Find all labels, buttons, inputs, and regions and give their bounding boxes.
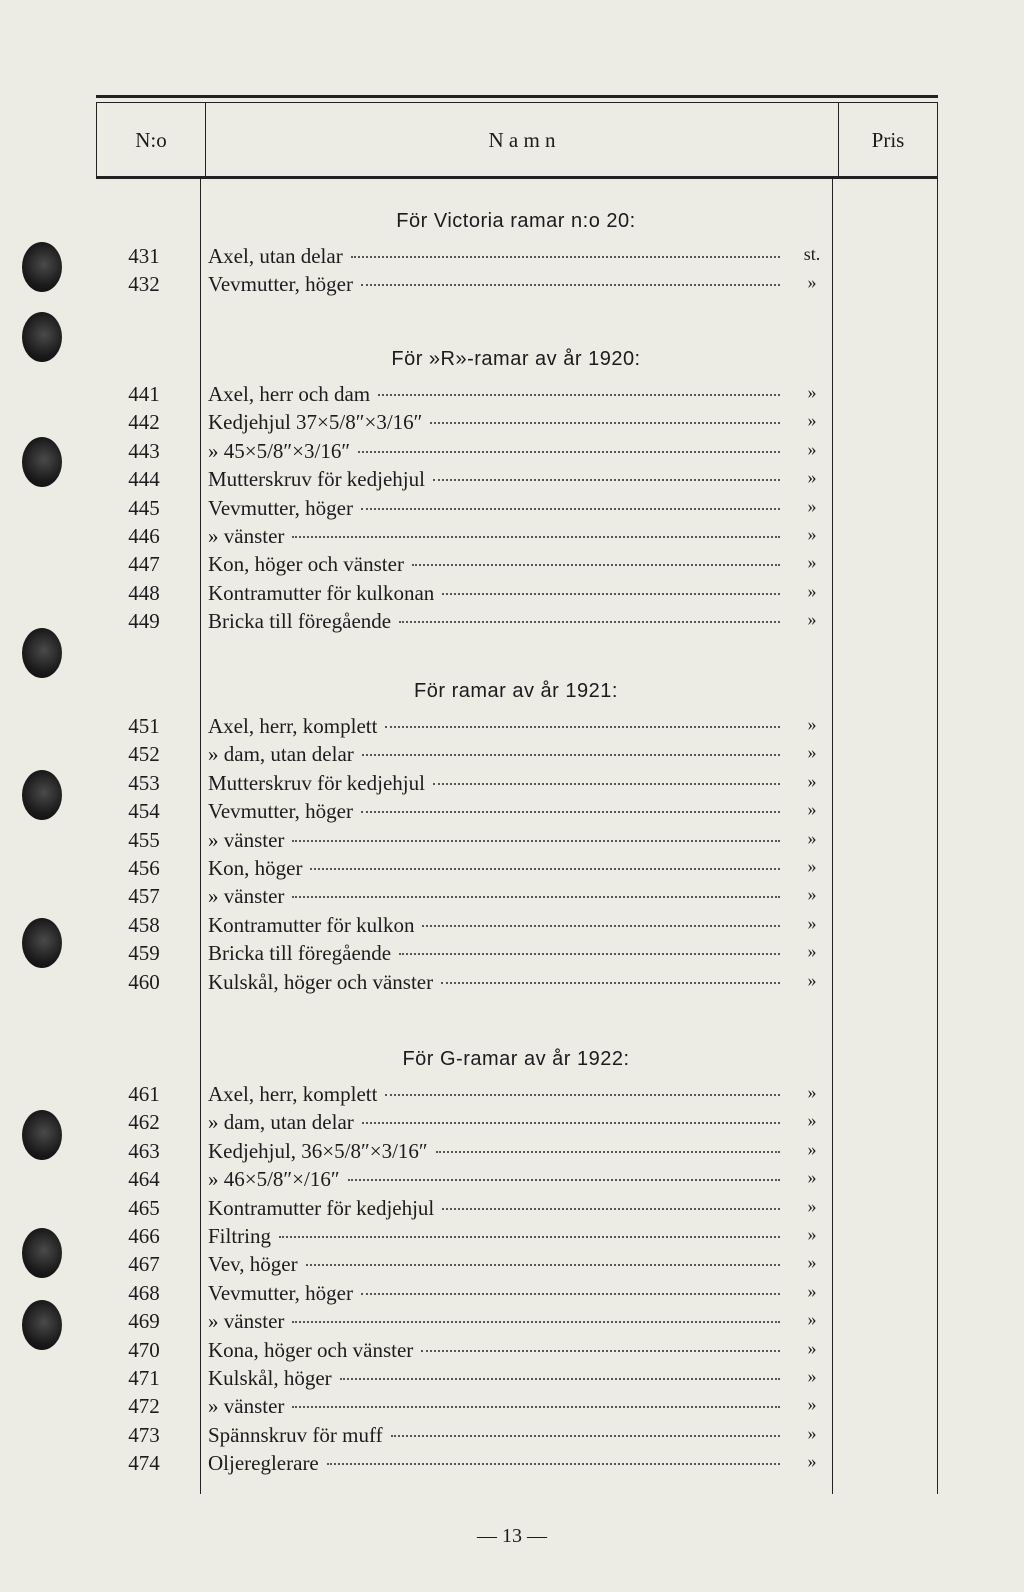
part-number: 472 [128,1394,160,1419]
part-row [0,941,1024,969]
part-name-text: » vänster [208,827,285,852]
leader-dots [442,1208,780,1210]
part-name [208,1139,780,1164]
part-number: 463 [128,1138,160,1163]
leader-dots [310,868,780,870]
part-row [0,382,1024,410]
part-name-text: » vänster [208,1394,285,1419]
part-name [208,1423,780,1448]
leader-dots [348,1179,780,1181]
leader-dots [361,811,780,813]
part-name-text: Kona, höger och vänster [208,1337,414,1362]
part-unit: » [807,609,817,630]
part-number: 468 [128,1280,160,1305]
part-name-text: Axel, herr och dam [208,382,371,406]
part-number: 432 [128,272,160,297]
part-unit: » [807,742,817,763]
part-name-text: » vänster [208,524,285,548]
leader-dots [279,1236,780,1238]
part-name [208,1082,780,1107]
leader-dots [327,1463,780,1465]
leader-dots [340,1378,780,1380]
part-name-text: Axel, herr, komplett [208,714,378,738]
part-name-text: » dam, utan delar [208,742,354,767]
part-unit: » [807,969,817,990]
part-name [208,856,780,881]
part-name-text: Spännskruv för muff [208,1422,383,1447]
part-name [208,884,780,909]
part-name-text: Axel, herr, komplett [208,1082,378,1106]
part-row [0,714,1024,742]
part-unit: » [807,382,817,402]
part-unit: » [807,799,817,820]
part-name-text: Kontramutter för kulkonan [208,580,435,605]
leader-dots [306,1264,780,1266]
part-number: 448 [128,580,160,605]
part-name-text: » vänster [208,884,285,909]
part-unit: » [807,912,817,933]
part-number: 460 [128,969,160,994]
part-name [208,1252,780,1277]
part-name [208,941,780,966]
part-name-text: » 46×5/8″×/16″ [208,1167,340,1192]
part-row [0,970,1024,998]
part-row [0,272,1024,300]
part-unit: » [807,1394,817,1415]
part-name-text: Mutterskruv för kedjehjul [208,770,425,795]
part-number: 457 [128,884,160,909]
part-unit: » [807,1309,817,1330]
part-row [0,524,1024,552]
part-unit: » [807,827,817,848]
part-unit: » [807,467,817,488]
part-unit: » [807,714,817,734]
part-name [208,1167,780,1192]
part-number: 453 [128,770,160,795]
part-name-text: » vänster [208,1309,285,1334]
part-name-text: Vevmutter, höger [208,272,353,297]
leader-dots [442,593,780,595]
leader-dots [362,754,780,756]
part-number: 444 [128,467,160,492]
part-number: 467 [128,1252,160,1277]
top-rule-thin [96,102,938,103]
part-unit: » [807,1422,817,1443]
part-row [0,1252,1024,1280]
leader-dots [399,621,780,623]
part-row [0,609,1024,637]
part-unit: » [807,552,817,573]
part-name-text: Kon, höger [208,856,303,880]
part-number: 446 [128,524,160,548]
part-number: 447 [128,552,160,577]
part-row [0,828,1024,856]
leader-dots [362,1122,780,1124]
part-unit: » [807,272,817,293]
part-row [0,1196,1024,1224]
part-row [0,439,1024,467]
part-unit: » [807,438,817,459]
leader-dots [421,1350,780,1352]
part-row [0,1139,1024,1167]
part-name-text: » 45×5/8″×3/16″ [208,438,351,463]
leader-dots [385,1094,780,1096]
part-number: 454 [128,799,160,824]
part-name [208,1309,780,1334]
part-unit: » [807,1451,817,1472]
leader-dots [391,1435,780,1437]
leader-dots [399,953,780,955]
part-unit: » [807,1337,817,1358]
part-number: 443 [128,438,160,463]
part-name [208,552,780,577]
leader-dots [292,896,780,898]
part-name [208,1394,780,1419]
part-row [0,856,1024,884]
part-name-text: Vevmutter, höger [208,1280,353,1305]
part-unit: » [807,1138,817,1159]
part-number: 451 [128,714,160,738]
part-name [208,1196,780,1221]
part-row [0,1338,1024,1366]
leader-dots [422,925,780,927]
part-name [208,828,780,853]
part-name-text: Kulskål, höger och vänster [208,969,434,994]
part-number: 462 [128,1110,160,1135]
part-name-text: Vev, höger [208,1252,298,1277]
part-number: 455 [128,827,160,852]
part-row [0,581,1024,609]
part-name [208,467,780,492]
part-name [208,272,780,297]
part-number: 473 [128,1422,160,1447]
leader-dots [361,1293,780,1295]
part-row [0,799,1024,827]
part-row [0,552,1024,580]
part-row [0,742,1024,770]
binder-hole [22,312,62,362]
part-unit: » [807,856,817,876]
leader-dots [385,726,780,728]
part-name-text: Filtring [208,1224,272,1248]
part-name [208,1281,780,1306]
part-name-text: Kontramutter för kulkon [208,912,415,937]
part-row [0,410,1024,438]
part-unit: » [807,495,817,516]
leader-dots [351,256,780,258]
part-name-text: Vevmutter, höger [208,799,353,824]
part-unit: » [807,941,817,962]
part-name [208,244,780,269]
part-name [208,970,780,995]
page-number: — 13 — [477,1525,547,1547]
part-unit: st. [803,244,821,264]
part-name [208,1366,780,1391]
leader-dots [433,479,780,481]
leader-dots [430,422,780,424]
part-name [208,714,780,739]
part-unit: » [807,1366,817,1386]
part-row [0,1110,1024,1138]
part-unit: » [807,1252,817,1273]
part-name [208,496,780,521]
part-name [208,742,780,767]
part-unit: » [807,410,817,431]
part-name-text: Kedjehjul 37×5/8″×3/16″ [208,410,423,435]
part-name [208,1338,780,1363]
part-row [0,496,1024,524]
part-name-text: Mutterskruv för kedjehjul [208,467,425,492]
part-name-text: Vevmutter, höger [208,495,353,520]
part-number: 469 [128,1309,160,1334]
part-number: 458 [128,912,160,937]
leader-dots [292,1321,780,1323]
part-row [0,1394,1024,1422]
part-name [208,1451,780,1476]
part-number: 441 [128,382,160,406]
leader-dots [433,783,780,785]
part-name [208,913,780,938]
part-number: 445 [128,495,160,520]
part-number: 431 [128,244,160,268]
part-number: 471 [128,1366,160,1390]
part-number: 464 [128,1167,160,1192]
part-name-text: Kulskål, höger [208,1366,332,1390]
part-row [0,913,1024,941]
part-name [208,1110,780,1135]
part-name-text: Kontramutter för kedjehjul [208,1195,435,1220]
part-unit: » [807,770,817,791]
part-name-text: Bricka till föregående [208,609,392,634]
part-name [208,609,780,634]
part-row [0,771,1024,799]
leader-dots [412,564,780,566]
leader-dots [361,508,780,510]
part-row [0,884,1024,912]
header-bottom-rule [96,176,938,179]
part-number: 459 [128,941,160,966]
part-unit: » [807,1167,817,1188]
top-rule [96,95,938,98]
leader-dots [436,1151,780,1153]
part-row [0,1224,1024,1252]
part-number: 465 [128,1195,160,1220]
section-title: För »R»-ramar av år 1920: [391,348,641,370]
part-number: 470 [128,1337,160,1362]
part-row [0,1167,1024,1195]
part-name [208,410,780,435]
part-unit: » [807,1280,817,1301]
part-name-text: Kedjehjul, 36×5/8″×3/16″ [208,1138,428,1163]
part-row [0,467,1024,495]
part-name [208,771,780,796]
part-name [208,799,780,824]
part-row [0,1366,1024,1394]
part-unit: » [807,524,817,544]
leader-dots [292,840,780,842]
part-row [0,1082,1024,1110]
part-unit: » [807,1224,817,1244]
part-number: 442 [128,410,160,435]
leader-dots [441,982,780,984]
part-name-text: Kon, höger och vänster [208,552,404,577]
part-unit: » [807,1195,817,1216]
leader-dots [358,451,780,453]
leader-dots [378,394,780,396]
header-price: Pris [871,128,905,152]
part-name [208,524,780,549]
section-title: För G-ramar av år 1922: [402,1048,630,1070]
section-title: För ramar av år 1921: [414,680,618,702]
header-name: N a m n [488,128,556,152]
part-number: 461 [128,1082,160,1106]
part-unit: » [807,580,817,601]
part-number: 466 [128,1224,160,1248]
part-name [208,439,780,464]
header-number: N:o [135,128,167,152]
part-number: 474 [128,1451,160,1476]
part-number: 449 [128,609,160,634]
part-unit: » [807,1110,817,1131]
part-name-text: Axel, utan delar [208,244,343,268]
part-row [0,1451,1024,1479]
part-name-text: » dam, utan delar [208,1110,354,1135]
part-name [208,581,780,606]
part-name-text: Bricka till föregående [208,941,392,966]
part-row [0,1281,1024,1309]
part-number: 456 [128,856,160,880]
leader-dots [361,284,780,286]
part-name [208,382,780,407]
part-row [0,1309,1024,1337]
part-unit: » [807,1082,817,1102]
part-row [0,244,1024,272]
section-title: För Victoria ramar n:o 20: [396,210,636,232]
part-name-text: Oljereglerare [208,1451,319,1476]
leader-dots [292,536,780,538]
part-number: 452 [128,742,160,767]
leader-dots [292,1406,780,1408]
part-row [0,1423,1024,1451]
part-unit: » [807,884,817,905]
part-name [208,1224,780,1249]
